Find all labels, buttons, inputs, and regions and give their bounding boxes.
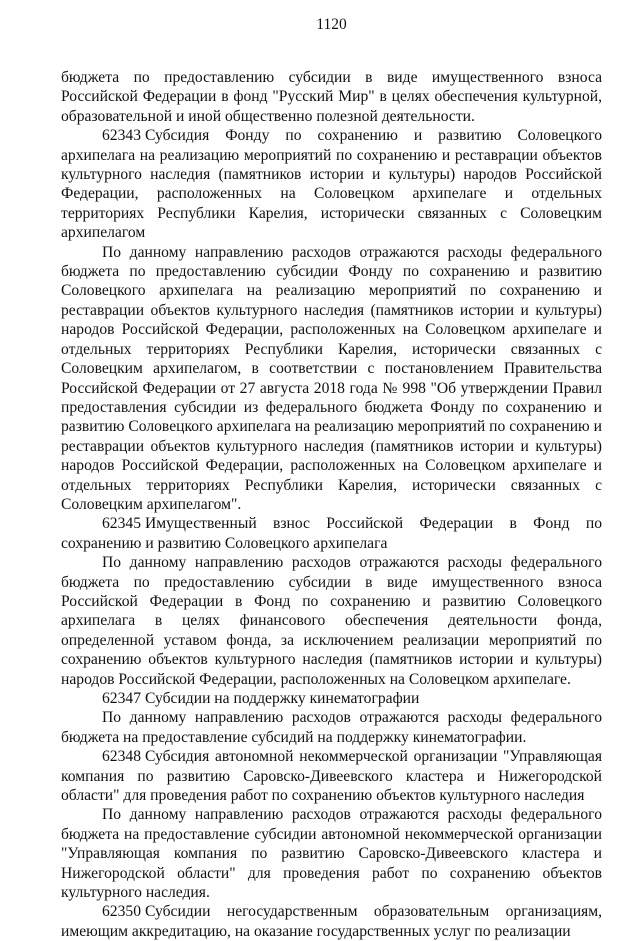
budget-code: 62343: [102, 127, 141, 145]
paragraph-text: Имущественный взнос Российской Федерации в Фонд по сохранению и развитию Соловецкого архипелага: [61, 515, 602, 552]
body-paragraph: [61, 805, 602, 902]
paragraph-text: По данному направлению расходов отражаются расходы федерального бюджета по предоставлению субсидии в виде имущественного взноса Российской Федерации в Фонд по сохранению и развитию Соловецкого архипелага в целях финансового обеспечения деятельности фонда, определенной уставом фонда, за исключением реализации мероприятий по сохранению объектов культурного наследия (памятников истории и культуры) народов Российской Федерации, расположенных на Соловецком архипелаге.: [61, 554, 602, 688]
budget-code: 62345: [102, 515, 141, 533]
section-heading: [61, 126, 602, 242]
section-heading: [61, 747, 602, 805]
section-heading: [61, 902, 602, 941]
paragraph-text: По данному направлению расходов отражаются расходы федерального бюджета на предоставление субсидии автономной некоммерческой организации "Управляющая компания по развитию Саровско-Дивеевского кластера и Нижегородской области" для проведения работ по сохранению объектов культурного наследия.: [61, 806, 602, 902]
budget-code: 62350: [102, 903, 141, 921]
paragraph-text: Субсидия автономной некоммерческой организации "Управляющая компания по развитию Саровско-Дивеевского кластера и Нижегородской области" для проведения работ по сохранению объектов культурного наследия: [61, 748, 602, 805]
section-heading: [61, 514, 602, 553]
paragraph-text: По данному направлению расходов отражаются расходы федерального бюджета по предоставлению субсидии Фонду по сохранению и развитию Соловецкого архипелага на реализацию мероприятий по сохранению и реставрации объектов культурного наследия (памятников истории и культуры) народов Российской Федерации, расположенных на Соловецком архипелаге и отдельных территориях Республики Карелия, исторически связанных с Соловецким архипелагом, в соответствии с постановлением Правительства Российской Федерации от 27 августа 2018 года № 998 "Об утверждении Правил предоставления субсидии из федерального бюджета Фонду по сохранению и развитию Соловецкого архипелага на реализацию мероприятий по сохранению и реставрации объектов культурного наследия (памятников истории и культуры) народов Российской Федерации, расположенных на Соловецком архипелаге и отдельных территориях Республики Карелия, исторически связанных с Соловецким архипелагом".: [61, 243, 602, 513]
paragraph-text: бюджета по предоставлению субсидии в виде имущественного взноса Российской Федерации в фонд "Русский Мир" в целях обеспечения культурной, образовательной и иной общественно полезной деятельности.: [61, 69, 602, 125]
paragraph-text: Субсидии негосударственным образовательным организациям, имеющим аккредитацию, на оказание государственных услуг по реализации: [61, 903, 602, 940]
section-heading: [61, 689, 602, 708]
budget-code: 62347: [102, 690, 141, 707]
budget-code: 62348: [102, 748, 141, 766]
paragraph-text: Субсидии на поддержку кинематографии: [144, 690, 420, 707]
page-number: 1120: [316, 16, 347, 33]
paragraph-text: Субсидия Фонду по сохранению и развитию Соловецкого архипелага на реализацию мероприятий по сохранению и реставрации объектов культурного наследия (памятников истории и культуры) народов Российской Федерации, расположенных на Соловецком архипелаге и отдельных территориях Республики Карелия, исторически связанных с Соловецким архипелагом: [61, 127, 602, 242]
body-paragraph: [61, 243, 602, 515]
paragraph-text: По данному направлению расходов отражаются расходы федерального бюджета на предоставление субсидий на поддержку кинематографии.: [61, 709, 602, 746]
continued-paragraph: [61, 68, 602, 126]
body-paragraph: [61, 708, 602, 747]
body-paragraph: [61, 553, 602, 689]
document-body: [61, 68, 602, 941]
